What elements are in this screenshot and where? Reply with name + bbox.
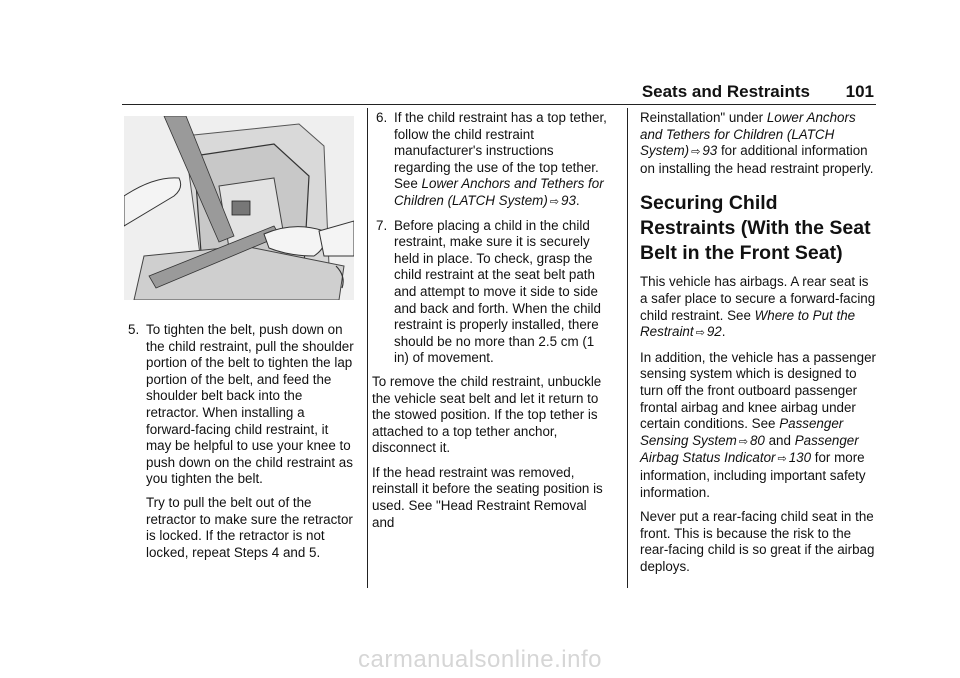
cross-reference-link[interactable]: Where to Put the Restraint <box>640 307 856 340</box>
column-2 <box>372 110 612 539</box>
step-6 <box>372 110 612 211</box>
cross-reference-link[interactable]: Lower Anchors and Tethers for Children (LATCH System) <box>394 176 604 208</box>
watermark: carmanualsonline.info <box>358 646 602 673</box>
step-text: To tighten the belt, push down on the child restraint, pull the shoulder portion of the belt to tighten the lap portion of the belt, and feed the shoulder belt back into the retractor. When installing a forward-facing child restraint, it may be helpful to use your knee to push down on the child restraint as you tighten the belt. <box>146 322 354 487</box>
column-1 <box>124 110 356 568</box>
text: This vehicle has airbags. A rear seat is a safer place to secure a forward-facing child restraint. See <box>640 274 876 323</box>
paragraph: Never put a rear-facing child seat in the front. This is because the risk to the rear-facing child is so great if the airbag deploys. <box>640 509 875 574</box>
step-number: 7. <box>376 217 388 233</box>
section-heading: Securing Child Restraints (With the Seat Belt in the Front Seat) <box>640 192 871 265</box>
cross-reference-link[interactable]: Passenger Airbag Status Indicator <box>640 432 859 466</box>
step-number: 5. <box>128 322 140 337</box>
column-divider-2 <box>627 108 628 588</box>
step-5 <box>124 322 356 488</box>
cross-reference-link[interactable]: Passenger Sensing System <box>640 416 844 448</box>
page-number: 101 <box>845 82 874 101</box>
step-5-note: Try to pull the belt out of the retractor to make sure the retractor is locked. If the retractor is not locked, repeat Steps 4 and 5. <box>146 494 353 560</box>
column-divider-1 <box>367 108 368 588</box>
text: for additional information on installing the head restraint properly. <box>640 143 874 176</box>
page-ref[interactable]: 130 <box>788 450 812 466</box>
text: for more information, including important safety information. <box>640 450 866 500</box>
paragraph: To remove the child restraint, unbuckle the vehicle seat belt and let it return to the stowed position. If the top tether is attached to a top tether anchor, disconnect it. <box>372 373 602 456</box>
page-ref[interactable]: 80 <box>749 432 765 448</box>
page-ref[interactable]: 92 <box>706 324 722 340</box>
section-title: Seats and Restraints <box>641 82 810 101</box>
text: . <box>721 324 726 340</box>
punctuation: . <box>575 192 580 208</box>
text: Reinstallation" under <box>640 110 767 125</box>
text: In addition, the vehicle has a passenger sensing system which is designed to turn off the front outboard passenger frontal airbag and knee airbag under certain conditions. See <box>640 349 876 432</box>
step-number: 6. <box>376 110 388 125</box>
cross-reference-link[interactable]: Lower Anchors and Tethers for Children (LATCH System) <box>640 110 856 159</box>
paragraph <box>640 274 876 341</box>
paragraph <box>640 350 876 501</box>
page-ref[interactable]: 93 <box>702 143 718 159</box>
page-reference-icon: ⇨ <box>695 327 705 340</box>
page-reference-icon: ⇨ <box>691 146 701 159</box>
page-header <box>122 82 876 105</box>
paragraph <box>640 110 876 177</box>
page-reference-icon: ⇨ <box>777 453 787 466</box>
page-ref[interactable]: 93 <box>561 192 576 208</box>
column-3 <box>640 110 876 583</box>
page-reference-icon: ⇨ <box>549 195 559 208</box>
step-text: If the child restraint has a top tether, follow the child restraint manufacturer's instructions regarding the use of the top tether. See <box>394 110 607 192</box>
step-7 <box>372 218 612 367</box>
child-seat-illustration <box>124 116 354 300</box>
page-reference-icon: ⇨ <box>738 435 748 448</box>
text: and <box>764 432 795 448</box>
paragraph: If the head restraint was removed, reinstall it before the seating position is used. See "Head Restraint Removal and <box>372 464 603 530</box>
step-text: Before placing a child in the child restraint, make sure it is securely held in place. To check, grasp the child restraint at the seat belt path and attempt to move it side to side and back and forth. When the child restraint is properly installed, there should be no more than 2.5 cm (1 in) of movement. <box>394 217 601 366</box>
